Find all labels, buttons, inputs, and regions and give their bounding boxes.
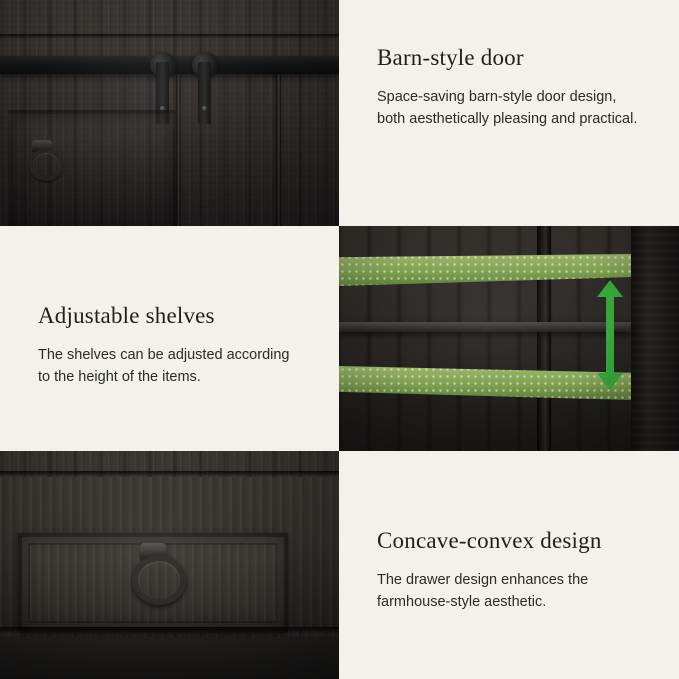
cabinet-top-seam — [0, 34, 339, 38]
ring-pull-ring — [29, 149, 63, 181]
fixed-shelf-middle — [339, 322, 631, 332]
feature-description-adjustable-shelves: The shelves can be adjusted according to the height of the items. — [38, 346, 290, 386]
door-seam-right — [276, 74, 281, 226]
feature-title-barn-door: Barn-style door — [377, 45, 524, 70]
feature-title-concave-convex: Concave-convex design — [377, 528, 602, 553]
barn-door-image — [0, 0, 339, 226]
drawer-ring-circle — [132, 555, 186, 605]
barn-door-text-panel — [339, 0, 679, 226]
drawer-photo — [0, 451, 339, 679]
drawer-seam-top — [0, 471, 339, 476]
lower-drawer-shadow — [0, 637, 339, 679]
concave-convex-text-panel — [339, 451, 679, 679]
shelves-image — [339, 226, 679, 451]
drawer-image — [0, 451, 339, 679]
arrow-stem — [606, 294, 614, 376]
adjustable-shelves-text-panel — [0, 226, 339, 451]
cabinet-side-panel — [631, 226, 679, 451]
feature-description-concave-convex: The drawer design enhances the farmhouse-style aesthetic. — [377, 571, 589, 611]
arrow-head-down-icon — [597, 373, 623, 390]
feature-title-adjustable-shelves: Adjustable shelves — [38, 303, 215, 328]
door-seam-left — [176, 74, 181, 226]
drawer-ring-pull — [130, 543, 176, 595]
feature-description-barn-door: Space-saving barn-style door design, both aesthetically pleasing and practical. — [377, 88, 638, 128]
height-adjust-arrow — [597, 280, 623, 390]
ring-pull-handle — [28, 140, 56, 174]
barn-door-photo — [0, 0, 339, 226]
barn-door-hanger-right — [198, 62, 211, 124]
hanger-bolt — [202, 106, 207, 111]
drawer-seam-bottom — [0, 627, 339, 633]
adjustable-shelves-photo — [339, 226, 679, 451]
